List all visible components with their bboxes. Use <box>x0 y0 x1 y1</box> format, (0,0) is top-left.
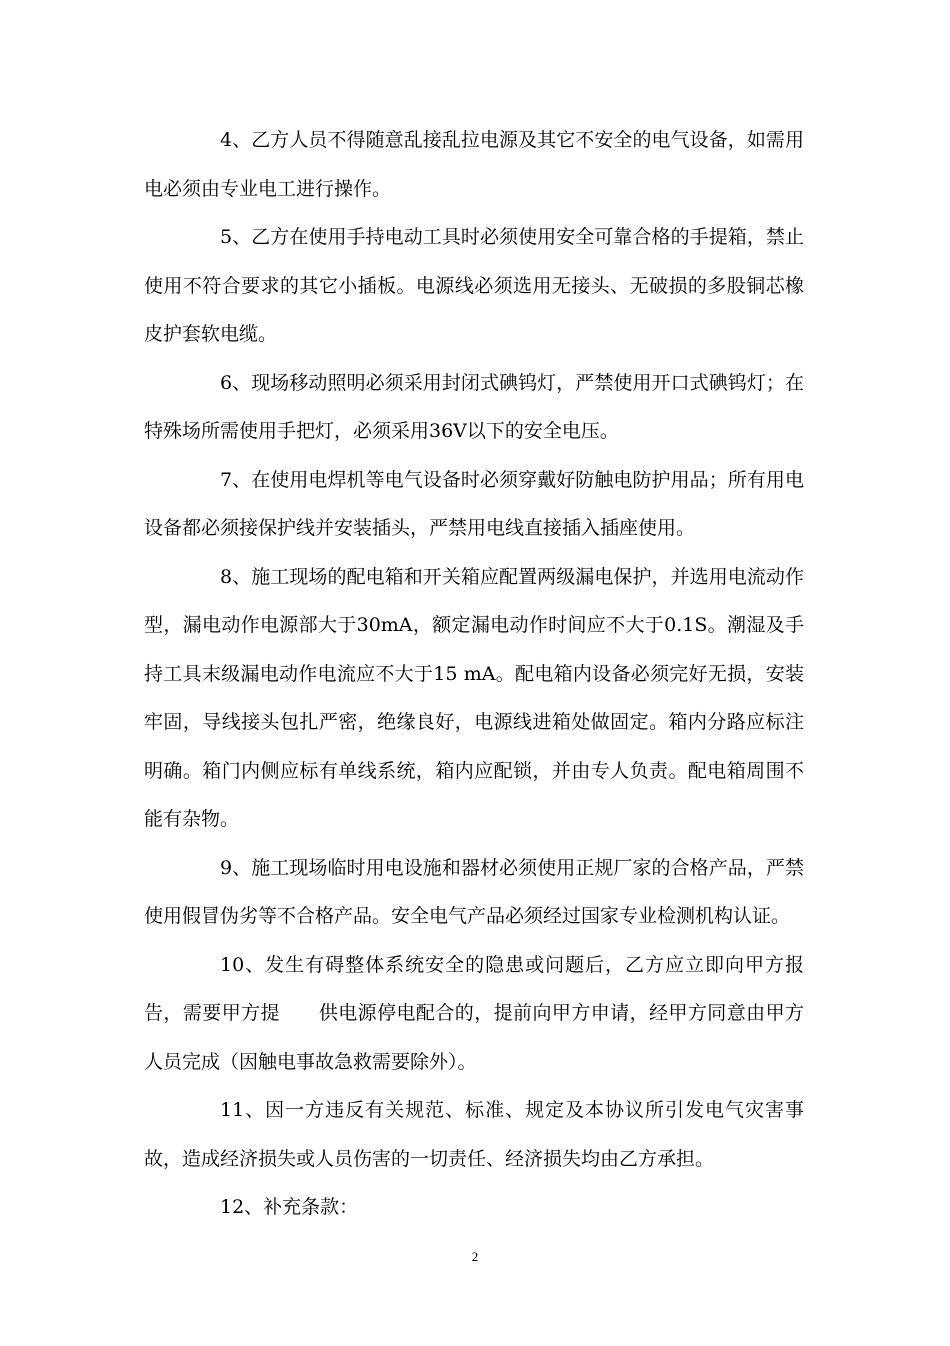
page-number: 2 <box>471 1249 479 1264</box>
clause-12: 12、补充条款： <box>220 1196 359 1218</box>
clause-8: 8、施工现场的配电箱和开关箱应配置两级漏电保护，并选用电流动作型，漏电动作电源部大于30mA，额定漏电动作时间应不大于0.1S。潮湿及手持工具末级漏电动作电流应不大于15 mA。配电箱内设备必须完好无损，安装牢固，导线接头包扎严密，绝缘良好，电源线进箱处做固定。箱内分路应标注明确。箱门内侧应标有单线系统，箱内应配锁，并由专人负责。配电箱周围不能有杂物。 <box>144 565 804 830</box>
clause-9: 9、施工现场临时用电设施和器材必须使用正规厂家的合格产品，严禁使用假冒伪劣等不合格产品。安全电气产品必须经过国家专业检测机构认证。 <box>144 856 804 927</box>
clause-11: 11、因一方违反有关规范、标准、规定及本协议所引发电气灾害事故，造成经济损失或人员伤害的一切责任、经济损失均由乙方承担。 <box>144 1099 804 1170</box>
clause-6: 6、现场移动照明必须采用封闭式碘钨灯，严禁使用开口式碘钨灯；在特殊场所需使用手把灯，必须采用36V以下的安全电压。 <box>144 371 804 442</box>
clause-5: 5、乙方在使用手持电动工具时必须使用安全可靠合格的手提箱，禁止使用不符合要求的其它小插板。电源线必须选用无接头、无破损的多股铜芯橡皮护套软电缆。 <box>144 226 804 345</box>
clause-10: 10、发生有碍整体系统安全的隐患或问题后，乙方应立即向甲方报告，需要甲方提 供电源停电配合的，提前向甲方申请，经甲方同意由甲方人员完成（因触电事故急救需要除外）。 <box>144 953 804 1073</box>
clause-7: 7、在使用电焊机等电气设备时必须穿戴好防触电防护用品；所有用电设备都必须接保护线并安装插头，严禁用电线直接插入插座使用。 <box>144 468 804 539</box>
clause-4: 4、乙方人员不得随意乱接乱拉电源及其它不安全的电气设备，如需用电必须由专业电工进行操作。 <box>144 129 804 200</box>
document-body <box>144 116 804 1232</box>
